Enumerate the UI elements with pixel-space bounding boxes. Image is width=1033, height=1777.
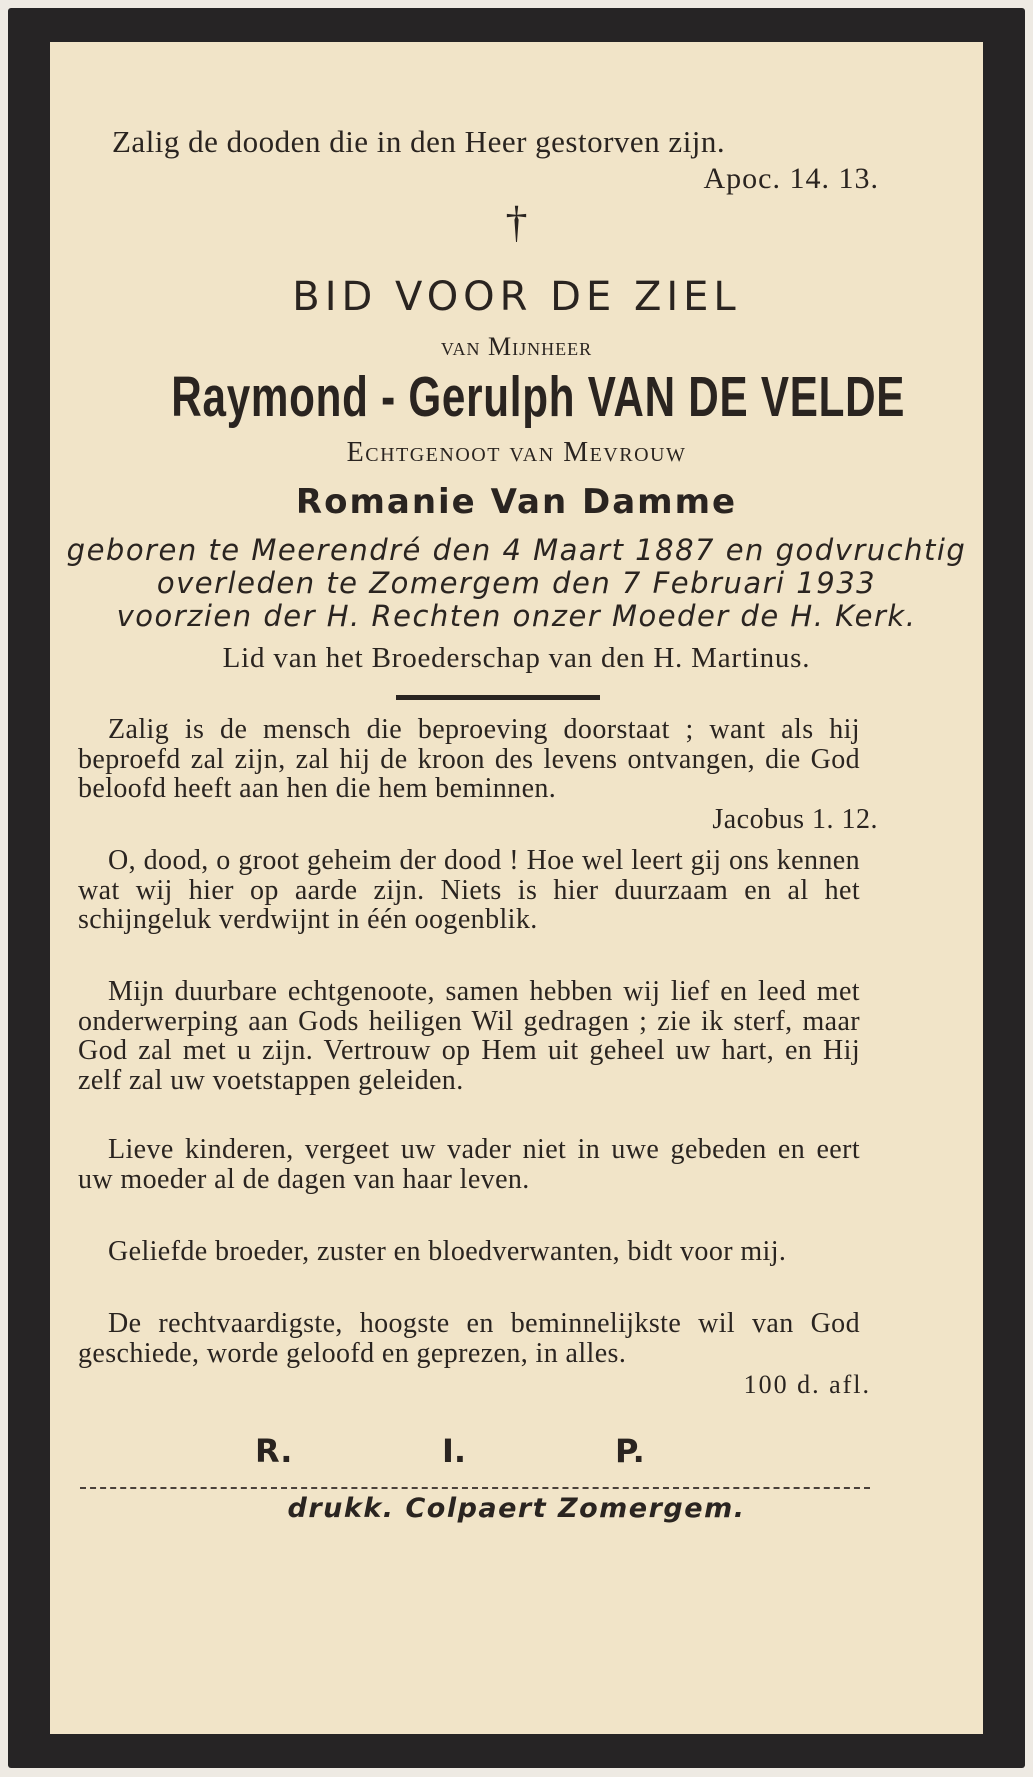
memorial-card xyxy=(8,8,1025,1768)
cross-icon: † xyxy=(505,198,528,247)
motto-reference: Apoc. 14. 13. xyxy=(703,162,879,195)
paragraph-2 xyxy=(78,846,860,935)
spouse-name: Romanie Van Damme xyxy=(295,482,738,522)
paragraph-1-text: Zalig is de mensch die beproeving doorstaat ; want als hij beproefd zal zijn, zal hij de kroon des levens ontvangen, die God beloofd heeft aan hen die hem beminnen. xyxy=(78,714,860,804)
dates-block xyxy=(50,534,983,633)
death-line: overleden te Zomergem den 7 Februari 1933 xyxy=(156,566,877,600)
divider-rule xyxy=(396,695,600,700)
paragraph-6-text: De rechtvaardigste, hoogste en beminnelijkste wil van God geschiede, worde geloofd en geprezen, in alles. xyxy=(78,1308,860,1369)
printer-credit: drukk. Colpaert Zomergem. xyxy=(287,1493,746,1524)
rip-i: I. xyxy=(442,1432,467,1470)
sacraments-line: voorzien der H. Rechten onzer Moeder de H. Kerk. xyxy=(116,599,917,633)
rip-r: R. xyxy=(255,1432,293,1470)
paragraph-3-text: Mijn duurbare echtgenoote, samen hebben wij lief en leed met onderwerping aan Gods heiligen Wil gedragen ; zie ik sterf, maar God zal met u zijn. Vertrouw op Hem uit geheel uw hart, en Hij zelf zal uw voetstappen geleiden. xyxy=(78,976,860,1096)
paragraph-3 xyxy=(78,977,860,1095)
deceased-name: Raymond - Gerulph VAN DE VELDE xyxy=(171,365,906,429)
heading: BID VOOR DE ZIEL xyxy=(292,274,741,320)
van-mijnheer: van Mijnheer xyxy=(440,332,593,361)
paragraph-4 xyxy=(78,1135,860,1194)
indulgence-note: 100 d. afl. xyxy=(743,1370,871,1399)
paragraph-5-text: Geliefde broeder, zuster en bloedverwanten, bidt voor mij. xyxy=(108,1236,787,1267)
paragraph-1-reference: Jacobus 1. 12. xyxy=(712,804,878,835)
paragraph-6 xyxy=(78,1309,860,1368)
paragraph-2-text: O, dood, o groot geheim der dood ! Hoe wel leert gij ons kennen wat wij hier op aarde zijn. Niets is hier duurzaam en al het schijngeluk verdwijnt in één oogenblik. xyxy=(78,845,860,935)
paragraph-1 xyxy=(78,715,860,804)
rip-p: P. xyxy=(615,1432,645,1470)
spouse-label: Echtgenoot van Mevrouw xyxy=(346,437,687,468)
card-paper xyxy=(50,42,983,1734)
paragraph-5 xyxy=(78,1237,860,1267)
dashed-divider xyxy=(80,1487,870,1489)
membership: Lid van het Broederschap van den H. Martinus. xyxy=(222,642,811,674)
birth-line: geboren te Meerendré den 4 Maart 1887 en godvruchtig xyxy=(66,533,967,567)
paragraph-4-text: Lieve kinderen, vergeet uw vader niet in uwe gebeden en eert uw moeder al de dagen van haar leven. xyxy=(78,1134,860,1195)
motto: Zalig de dooden die in den Heer gestorven zijn. xyxy=(112,124,726,159)
